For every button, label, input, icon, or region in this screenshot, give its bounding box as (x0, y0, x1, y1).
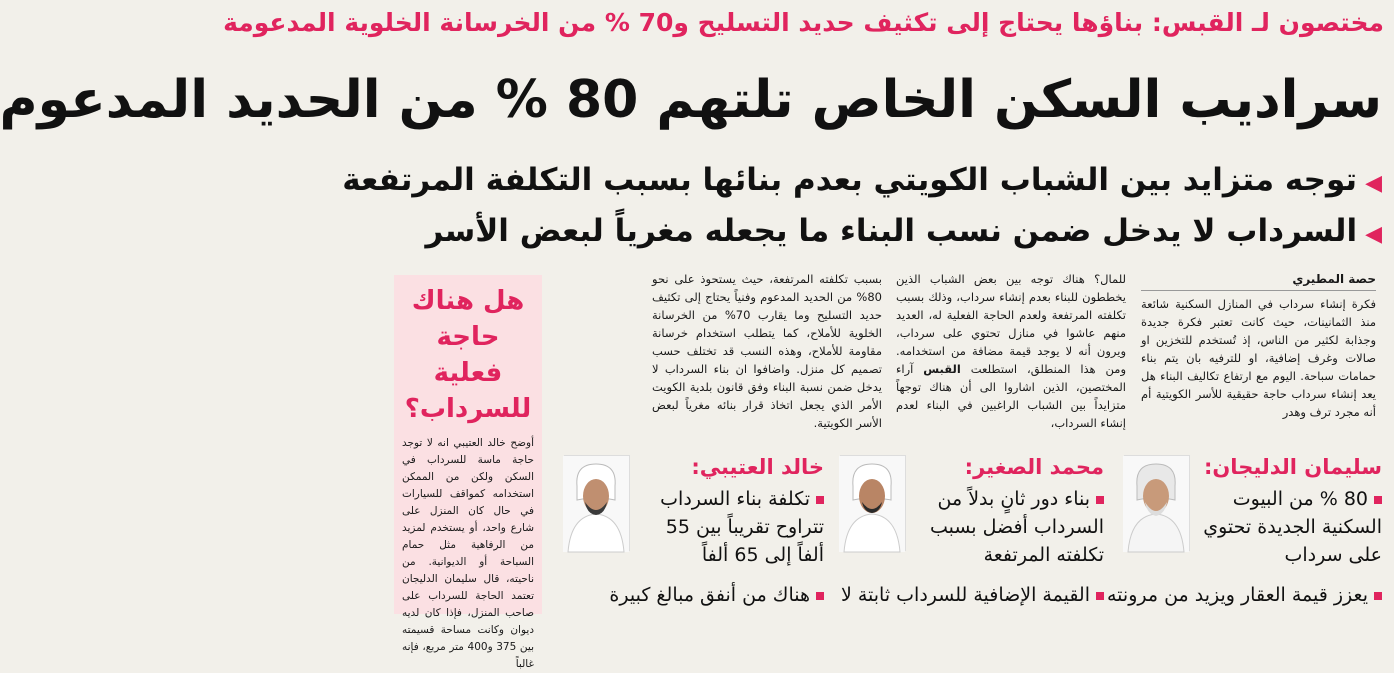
profile-quote-text: يعزز قيمة العقار ويزيد من مرونته (1107, 584, 1368, 606)
column-text: بسبب تكلفته المرتفعة، حيث يستحوذ على نحو 80% من الحديد المدعوم وفنياً يحتاج إلى تكثيف حديد التسليح وما يقارب 70% من الخرسانة الخلوية للأملاح، كما يتطلب استخدام خرسانة مقاومة للأملاح، وهذه النسب قد تختلف حسب تصميم كل منزل. واضافوا ان بناء السرداب لا يدخل ضمن نسبة البناء وفق قانون بلدية الكويت الأمر الذي يجعل اتخاذ قرار بنائه مغرياً لبعض الأسر الكويتية. (652, 272, 882, 430)
profile-quote-text: 80 % من البيوت السكنية الجديدة تحتوي على سرداب (1203, 488, 1382, 566)
person-photo (1124, 455, 1190, 551)
subheadline-1 (342, 162, 1382, 210)
column-text: آراء المختصين، الذين اشاروا الى أن هناك توجهاً متزايداً بين الشباب الراغبين في البناء لعدم إنشاء السرداب، (896, 362, 1126, 430)
subheadline-text: السرداب لا يدخل ضمن نسب البناء ما يجعله مغرياً لبعض الأسر (425, 213, 1358, 249)
profile-quote (642, 485, 824, 585)
triangle-bullet-icon: ◀ (1365, 171, 1382, 196)
profile-quote (1200, 485, 1382, 585)
subheadline-text: توجه متزايد بين الشباب الكويتي بعدم بنائها بسبب التكلفة المرتفعة (342, 162, 1358, 198)
square-bullet-icon (1374, 496, 1382, 504)
profile-quote (922, 485, 1104, 585)
person-photo (564, 455, 630, 551)
profile-quote-text: بناء دور ثانٍ بدلاً من السرداب أفضل بسبب تكلفته المرتفعة (929, 488, 1104, 566)
article-column-2 (896, 270, 1126, 460)
article-column-3 (652, 270, 882, 460)
sidebar-box (394, 275, 542, 670)
profile-name: خالد العتيبي: (691, 455, 824, 479)
profile-quote-text: تكلفة بناء السرداب تتراوح تقريباً بين 55 ألفاً إلى 65 ألفاً (660, 488, 824, 566)
profile-quote-text: هناك من أنفق مبالغ كبيرة (609, 584, 810, 606)
sidebar-body: أوضح خالد العتيبي انه لا توجد حاجة ماسة للسرداب في السكن ولكن من الممكن استخدامه كمواقف للسيارات في حال كان المنزل على شارع واحد، أو يستخدم لمزيد من الرفاهية مثل حمام السباحة أو الديوانية. من ناحيته، قال سليمان الدليجان تعتمد الحاجة للسرداب على صاحب المنزل، فإذا كان لديه ديوان وكانت مساحة قسيمته بين 375 و400 متر مربع، فإنه غالباً (402, 437, 534, 670)
profile-quote-2 (1107, 581, 1382, 613)
triangle-bullet-icon: ◀ (1365, 222, 1382, 247)
square-bullet-icon (1096, 592, 1104, 600)
sidebar-title: هل هناك حاجة فعلية للسرداب؟ (404, 286, 532, 424)
profile-name: سليمان الدليجان: (1203, 455, 1382, 479)
square-bullet-icon (1374, 592, 1382, 600)
square-bullet-icon (816, 496, 824, 504)
main-headline: سراديب السكن الخاص تلتهم 80 % من الحديد المدعوم (0, 70, 1382, 130)
profile-quote-2 (840, 581, 1104, 613)
newspaper-name: القبس (923, 362, 961, 376)
profile-quote-text: القيمة الإضافية للسرداب ثابتة لا (840, 584, 1090, 606)
person-photo (840, 455, 906, 551)
kicker-headline: مختصون لـ القبس: بناؤها يحتاج إلى تكثيف حديد التسليح و70 % من الخرسانة الخلوية المدعومة (223, 8, 1384, 37)
square-bullet-icon (816, 592, 824, 600)
profile-name: محمد الصغير: (964, 455, 1104, 479)
column-text: للمال؟ هناك توجه بين بعض الشباب الذين يخططون للبناء بعدم إنشاء سرداب، وذلك بسبب تكلفته المرتفعة ولعدم الحاجة الفعلية له، العديد منهم عاشوا في منازل تحتوي على سرداب، ويرون أنه لا يوجد قيمة مضافة من استخدامه. ومن هذا المنطلق، استطلعت (896, 272, 1127, 376)
subheadline-2 (406, 213, 1382, 261)
byline: حصة المطيري (1141, 270, 1376, 291)
column-text: فكرة إنشاء سرداب في المنازل السكنية شائعة منذ الثمانينات، حيث كانت تعتبر فكرة جديدة وجذابة لكثير من الناس، إذ تُستخدم للتخزين او صالات وغرف إضافية، او للترفيه بان يتم بناء حمامات سباحة. اليوم مع ارتفاع تكاليف البناء هل يعد إنشاء سرداب حاجة حقيقية للأسر الكويتية أم أنه مجرد ترف وهدر (1141, 297, 1376, 419)
profile-quote-2 (564, 581, 824, 613)
square-bullet-icon (1096, 496, 1104, 504)
article-column-1 (1141, 270, 1376, 460)
profile-card (564, 455, 824, 614)
profile-card (840, 455, 1104, 614)
profile-card (1107, 455, 1382, 614)
